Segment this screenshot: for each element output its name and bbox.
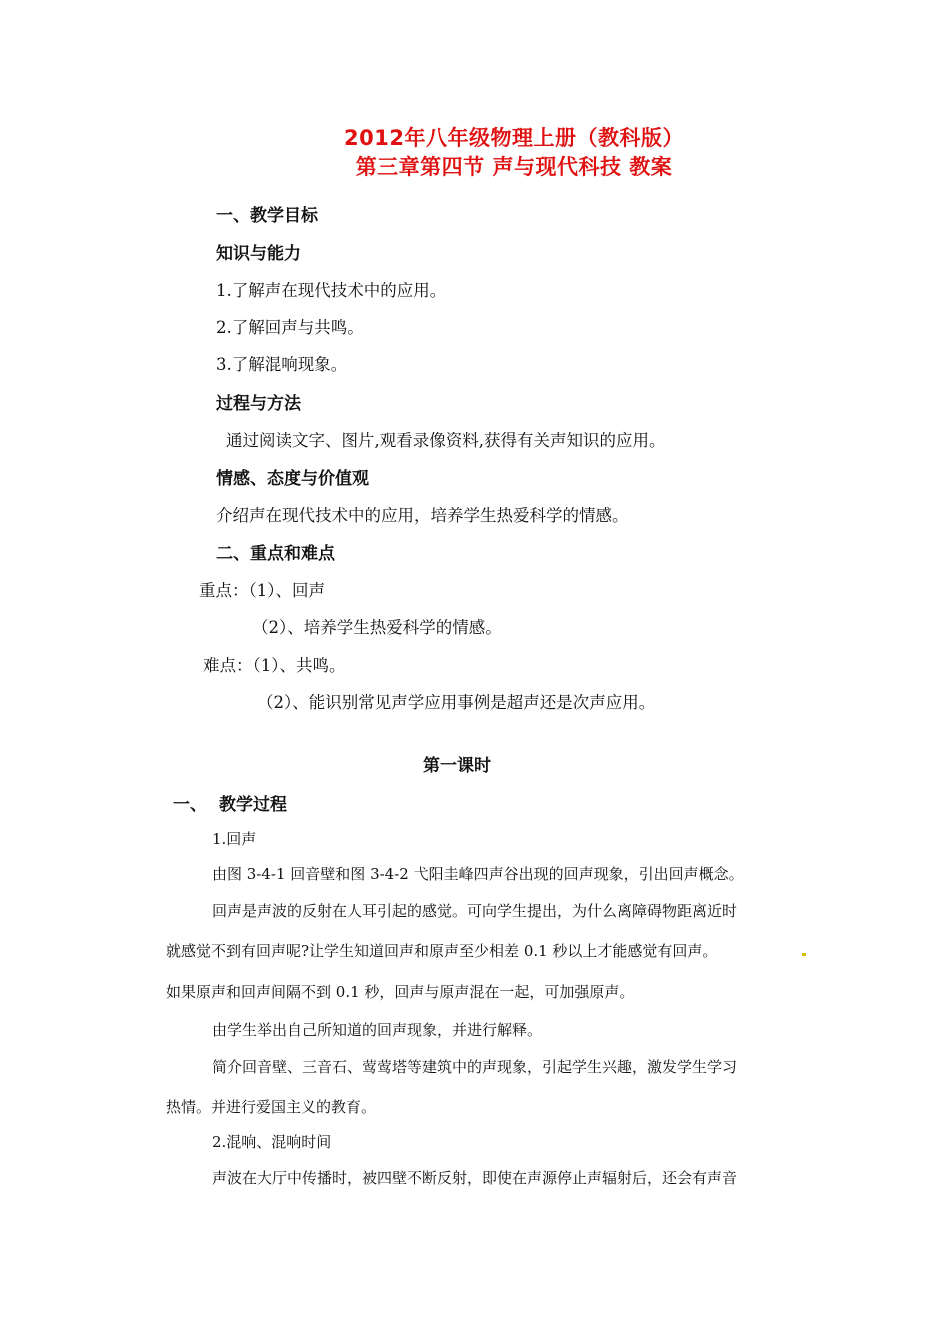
lesson-heading: 第一课时: [423, 756, 491, 776]
subheading-emotion-values: 情感、态度与价值观: [216, 469, 369, 489]
lesson-line-7: 简介回音壁、三音石、莺莺塔等建筑中的声现象，引起学生兴趣，激发学生学习: [212, 1058, 738, 1076]
focus-point-2: （2）、培养学生热爱科学的情感。: [252, 618, 502, 637]
subheading-process-method: 过程与方法: [216, 394, 301, 414]
document-title-line-2: 第三章第四节 声与现代科技 教案: [355, 155, 673, 179]
teaching-process-heading: 教学过程: [219, 795, 287, 815]
highlight-mark: [802, 953, 806, 956]
document-title-line-1: 2012年八年级物理上册（教科版）: [344, 126, 684, 150]
emotion-values-text: 介绍声在现代技术中的应用，培养学生热爱科学的情感。: [216, 506, 629, 525]
lesson-line-1: 1.回声: [212, 830, 257, 848]
lesson-line-9: 2.混响、混响时间: [212, 1133, 332, 1151]
lesson-line-8: 热情。并进行爱国主义的教育。: [166, 1098, 377, 1116]
focus-point-1: 重点：（1）、回声: [199, 581, 325, 600]
subheading-knowledge: 知识与能力: [216, 244, 301, 264]
section-heading-objectives: 一、教学目标: [216, 206, 318, 226]
difficulty-point-1: 难点：（1）、共鸣。: [203, 656, 346, 675]
lesson-line-2: 由图 3-4-1 回音壁和图 3-4-2 弋阳圭峰四声谷出现的回声现象，引出回声概念。: [212, 865, 744, 883]
knowledge-item-2: 2.了解回声与共鸣。: [216, 318, 364, 337]
lesson-line-10: 声波在大厅中传播时，被四壁不断反射，即使在声源停止声辐射后，还会有声音: [212, 1169, 738, 1187]
teaching-process-number: 一、: [173, 795, 207, 815]
knowledge-item-3: 3.了解混响现象。: [216, 355, 348, 374]
difficulty-point-2: （2）、能识别常见声学应用事例是超声还是次声应用。: [257, 693, 656, 712]
section-heading-keypoints: 二、重点和难点: [216, 544, 335, 564]
knowledge-item-1: 1.了解声在现代技术中的应用。: [216, 281, 447, 300]
lesson-line-6: 由学生举出自己所知道的回声现象，并进行解释。: [212, 1021, 543, 1039]
process-method-text: 通过阅读文字、图片,观看录像资料,获得有关声知识的应用。: [226, 431, 666, 450]
lesson-line-4: 就感觉不到有回声呢?让学生知道回声和原声至少相差 0.1 秒以上才能感觉有回声。: [166, 942, 718, 960]
lesson-line-5: 如果原声和回声间隔不到 0.1 秒，回声与原声混在一起，可加强原声。: [166, 983, 635, 1001]
lesson-line-3: 回声是声波的反射在人耳引起的感觉。可向学生提出，为什么离障碍物距离近时: [212, 902, 738, 920]
